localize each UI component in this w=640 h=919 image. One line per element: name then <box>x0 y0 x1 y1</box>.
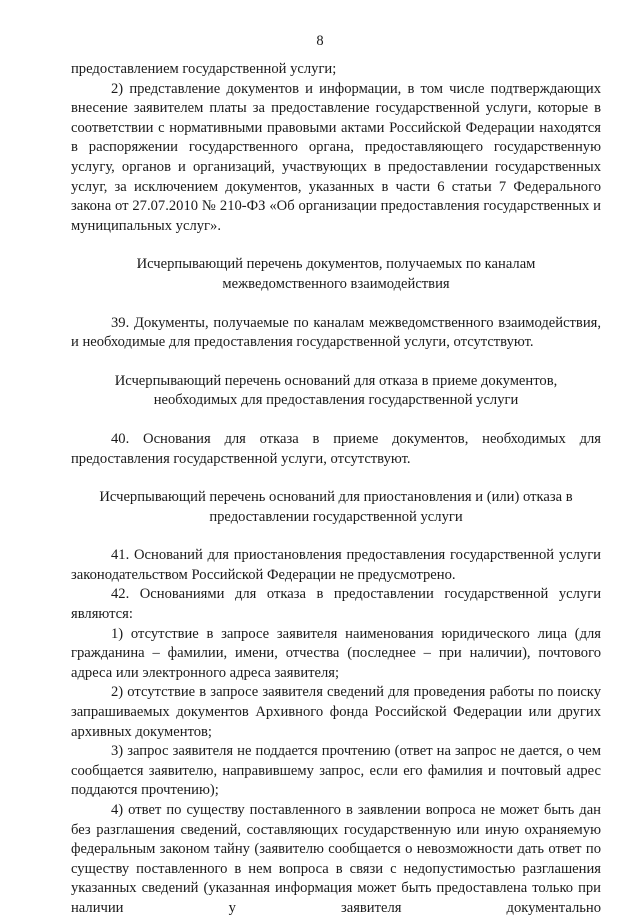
spacer <box>71 411 601 430</box>
section-heading-refusal-acceptance: Исчерпывающий перечень оснований для отказа в приеме документов, необходимых для предоставления государственной услуги <box>114 372 558 409</box>
section-heading-suspension-refusal: Исчерпывающий перечень оснований для приостановления и (или) отказа в предоставлении государственной услуги <box>99 489 573 525</box>
paragraph-41: 41. Оснований для приостановления предоставления государственной услуги законодательством Российской Федерации не предусмотрено. <box>71 547 601 583</box>
paragraph-continuation: предоставлением государственной услуги; <box>71 61 337 77</box>
paragraph-42-item-3: 3) запрос заявителя не поддается прочтению (ответ на запрос не дается, о чем сообщается заявителю, направившему запрос, если его фамилия и почтовый адрес поддаются прочтению); <box>71 743 601 799</box>
paragraph-40: 40. Основания для отказа в приеме документов, необходимых для предоставления государственной услуги, отсутствуют. <box>71 430 601 467</box>
paragraph-42-item-2: 2) отсутствие в запросе заявителя сведений для проведения работы по поиску запрашиваемых документов Архивного фонда Российской Федерации или других архивных документов; <box>71 684 601 740</box>
document-body <box>71 60 601 919</box>
paragraph-42: 42. Основаниями для отказа в предоставлении государственной услуги являются: <box>71 586 601 623</box>
spacer <box>71 295 601 314</box>
paragraph-39: 39. Документы, получаемые по каналам межведомственного взаимодействия, и необходимые для предоставления государственной услуги, отсутствуют. <box>71 314 601 351</box>
paragraph-42-item-1: 1) отсутствие в запросе заявителя наименования юридического лица (для гражданина – фамилии, имени, отчества (последнее – при наличии), почтового адреса или электронного адреса заявителя; <box>71 625 601 681</box>
paragraph-42-item-4: 4) ответ по существу поставленного в заявлении вопроса не может быть дан без разглашения сведений, составляющих государственную или иную охраняемую федеральным законом тайну (заявителю сообщается о невозможности дать ответ по существу поставленного в нем вопроса в связи с недопустимостью разглашения указанных сведений (указанная информация может быть предоставлена только при наличии у заявителя документально <box>71 802 601 916</box>
page-number: 8 <box>316 33 324 49</box>
spacer <box>71 236 601 255</box>
paragraph-item-2: 2) представление документов и информации, в том числе подтверждающих внесение заявителем платы за предоставление государственной услуги, которые в соответствии с нормативными правовыми актами Российской Федерации находятся в распоряжении государственного органа, предоставляющего государственную услугу, органов и организаций, участвующих в предоставлении государственных услуг, за исключением документов, указанных в части 6 статьи 7 Федерального закона от 27.07.2010 № 210-ФЗ «Об организации предоставления государственных и муниципальных услуг». <box>71 80 601 234</box>
spacer <box>71 527 601 546</box>
spacer <box>71 469 601 488</box>
section-heading-interagency: Исчерпывающий перечень документов, получаемых по каналам межведомственного взаимодействия <box>136 256 536 292</box>
spacer <box>71 353 601 372</box>
